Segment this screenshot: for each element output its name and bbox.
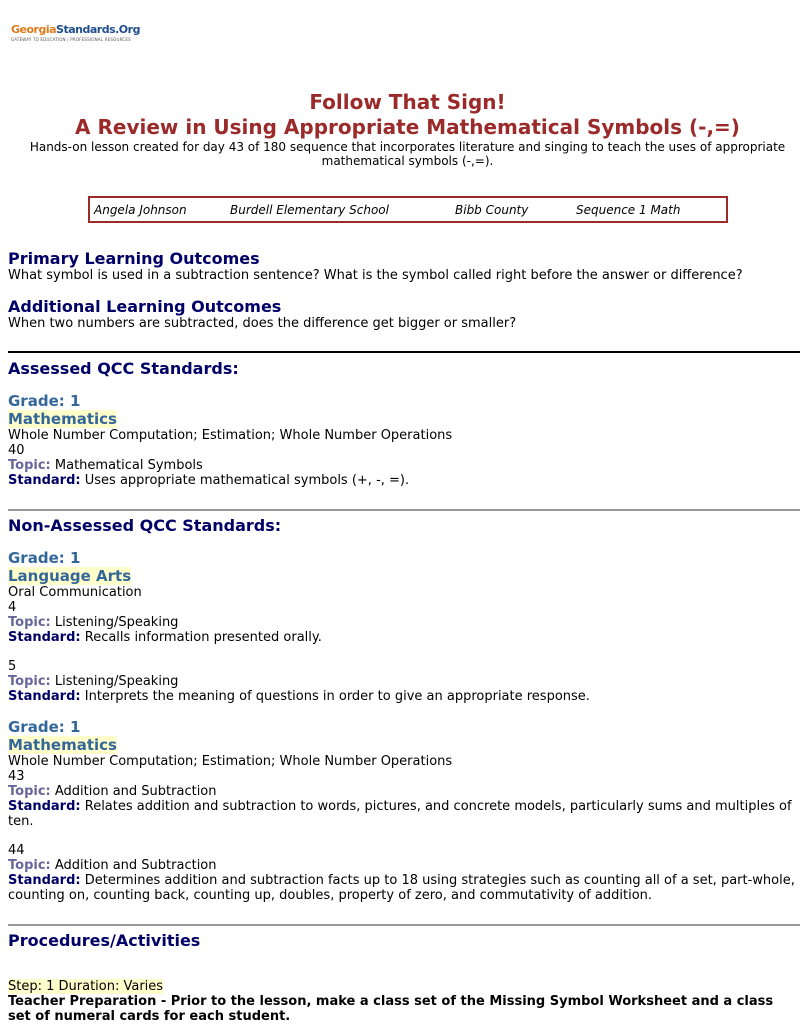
- step-description: Teacher Preparation - Prior to the lesson, make a class set of the Missing Symbol Worksheet and a class set of numeral cards for each student.: [8, 994, 774, 1024]
- topic-line: [8, 674, 800, 689]
- standard-label: Standard:: [8, 799, 81, 814]
- section-divider: [8, 509, 800, 511]
- lesson-info-box: [88, 196, 728, 223]
- standard-line: [8, 689, 800, 704]
- topic-label: Topic:: [8, 615, 51, 630]
- logo-brand-part2: Standards.Org: [56, 23, 140, 36]
- standard-line: [8, 873, 800, 903]
- primary-outcomes-heading: Primary Learning Outcomes: [8, 249, 260, 268]
- standard-number: 43: [8, 769, 25, 784]
- assessed-subject: Mathematics: [8, 410, 117, 428]
- standard-value: Relates addition and subtraction to words, pictures, and concrete models, particularly sums and multiples of ten.: [8, 799, 792, 829]
- standard-number: 44: [8, 843, 25, 858]
- standard-value: Recalls information presented orally.: [84, 630, 322, 645]
- non-assessed-strand: Oral Communication: [8, 585, 142, 600]
- standard-label: Standard:: [8, 689, 81, 704]
- lesson-title: Follow That Sign!: [309, 90, 506, 114]
- additional-outcomes: [8, 298, 800, 331]
- author-name: Angela Johnson: [94, 203, 187, 217]
- school-name: Burdell Elementary School: [230, 203, 389, 217]
- topic-value: Listening/Speaking: [54, 615, 179, 630]
- procedures-heading: Procedures/Activities: [8, 931, 201, 950]
- topic-label: Topic:: [8, 674, 51, 689]
- standard-number: 5: [8, 659, 17, 674]
- standard-line: [8, 473, 800, 488]
- additional-outcomes-heading: Additional Learning Outcomes: [8, 297, 282, 316]
- topic-value: Listening/Speaking: [54, 674, 179, 689]
- standard-number: 40: [8, 443, 25, 458]
- lesson-description: Hands-on lesson created for day 43 of 180 sequence that incorporates literature and singing to teach the uses of appropriate mathematical symbols (-,=).: [29, 140, 786, 168]
- topic-label: Topic:: [8, 784, 51, 799]
- standard-label: Standard:: [8, 630, 81, 645]
- topic-value: Addition and Subtraction: [54, 784, 217, 799]
- non-assessed-standards: [8, 516, 800, 903]
- step-duration: Step: 1 Duration: Varies: [8, 979, 164, 994]
- lesson-title-block: [0, 90, 800, 168]
- topic-line: [8, 784, 800, 799]
- lesson-subtitle-heading: A Review in Using Appropriate Mathematical Symbols (-,=): [75, 115, 740, 139]
- non-assessed-strand: Whole Number Computation; Estimation; Whole Number Operations: [8, 754, 453, 769]
- topic-label: Topic:: [8, 858, 51, 873]
- assessed-heading: Assessed QCC Standards:: [8, 359, 239, 378]
- standard-value: Uses appropriate mathematical symbols (+, -, =).: [84, 473, 410, 488]
- county-name: Bibb County: [455, 203, 529, 217]
- standard-value: Interprets the meaning of questions in order to give an appropriate response.: [84, 689, 590, 704]
- primary-outcomes: [8, 250, 800, 283]
- sequence-name: Sequence 1 Math: [576, 203, 681, 217]
- topic-line: [8, 615, 800, 630]
- georgia-standards-logo[interactable]: [11, 23, 140, 44]
- logo-tagline: GATEWAY TO EDUCATION | PROFESSIONAL RESOURCES: [11, 37, 131, 42]
- standard-number: 4: [8, 600, 17, 615]
- logo-brand: [11, 23, 140, 36]
- primary-outcomes-text: What symbol is used in a subtraction sentence? What is the symbol called right before the answer or difference?: [8, 268, 743, 283]
- logo-brand-part1: Georgia: [11, 23, 57, 36]
- topic-line: [8, 858, 800, 873]
- non-assessed-subject: Language Arts: [8, 567, 132, 585]
- standard-label: Standard:: [8, 873, 81, 888]
- assessed-strand: Whole Number Computation; Estimation; Whole Number Operations: [8, 428, 453, 443]
- procedures-section: [8, 931, 800, 1024]
- topic-line: [8, 458, 800, 473]
- assessed-grade: Grade: 1: [8, 392, 81, 410]
- standard-line: [8, 799, 800, 829]
- non-assessed-heading: Non-Assessed QCC Standards:: [8, 516, 282, 535]
- section-divider: [8, 351, 800, 353]
- non-assessed-subject: Mathematics: [8, 736, 117, 754]
- non-assessed-grade: Grade: 1: [8, 718, 81, 736]
- standard-value: Determines addition and subtraction facts up to 18 using strategies such as counting all of a set, part-whole, counting on, counting back, counting up, doubles, property of zero, and commutativity of addition.: [8, 873, 795, 903]
- section-divider: [8, 924, 800, 926]
- topic-label: Topic:: [8, 458, 51, 473]
- additional-outcomes-text: When two numbers are subtracted, does the difference get bigger or smaller?: [8, 316, 517, 331]
- assessed-standards: [8, 359, 800, 488]
- topic-value: Addition and Subtraction: [54, 858, 217, 873]
- non-assessed-grade: Grade: 1: [8, 549, 81, 567]
- standard-label: Standard:: [8, 473, 81, 488]
- standard-line: [8, 630, 800, 645]
- topic-value: Mathematical Symbols: [54, 458, 203, 473]
